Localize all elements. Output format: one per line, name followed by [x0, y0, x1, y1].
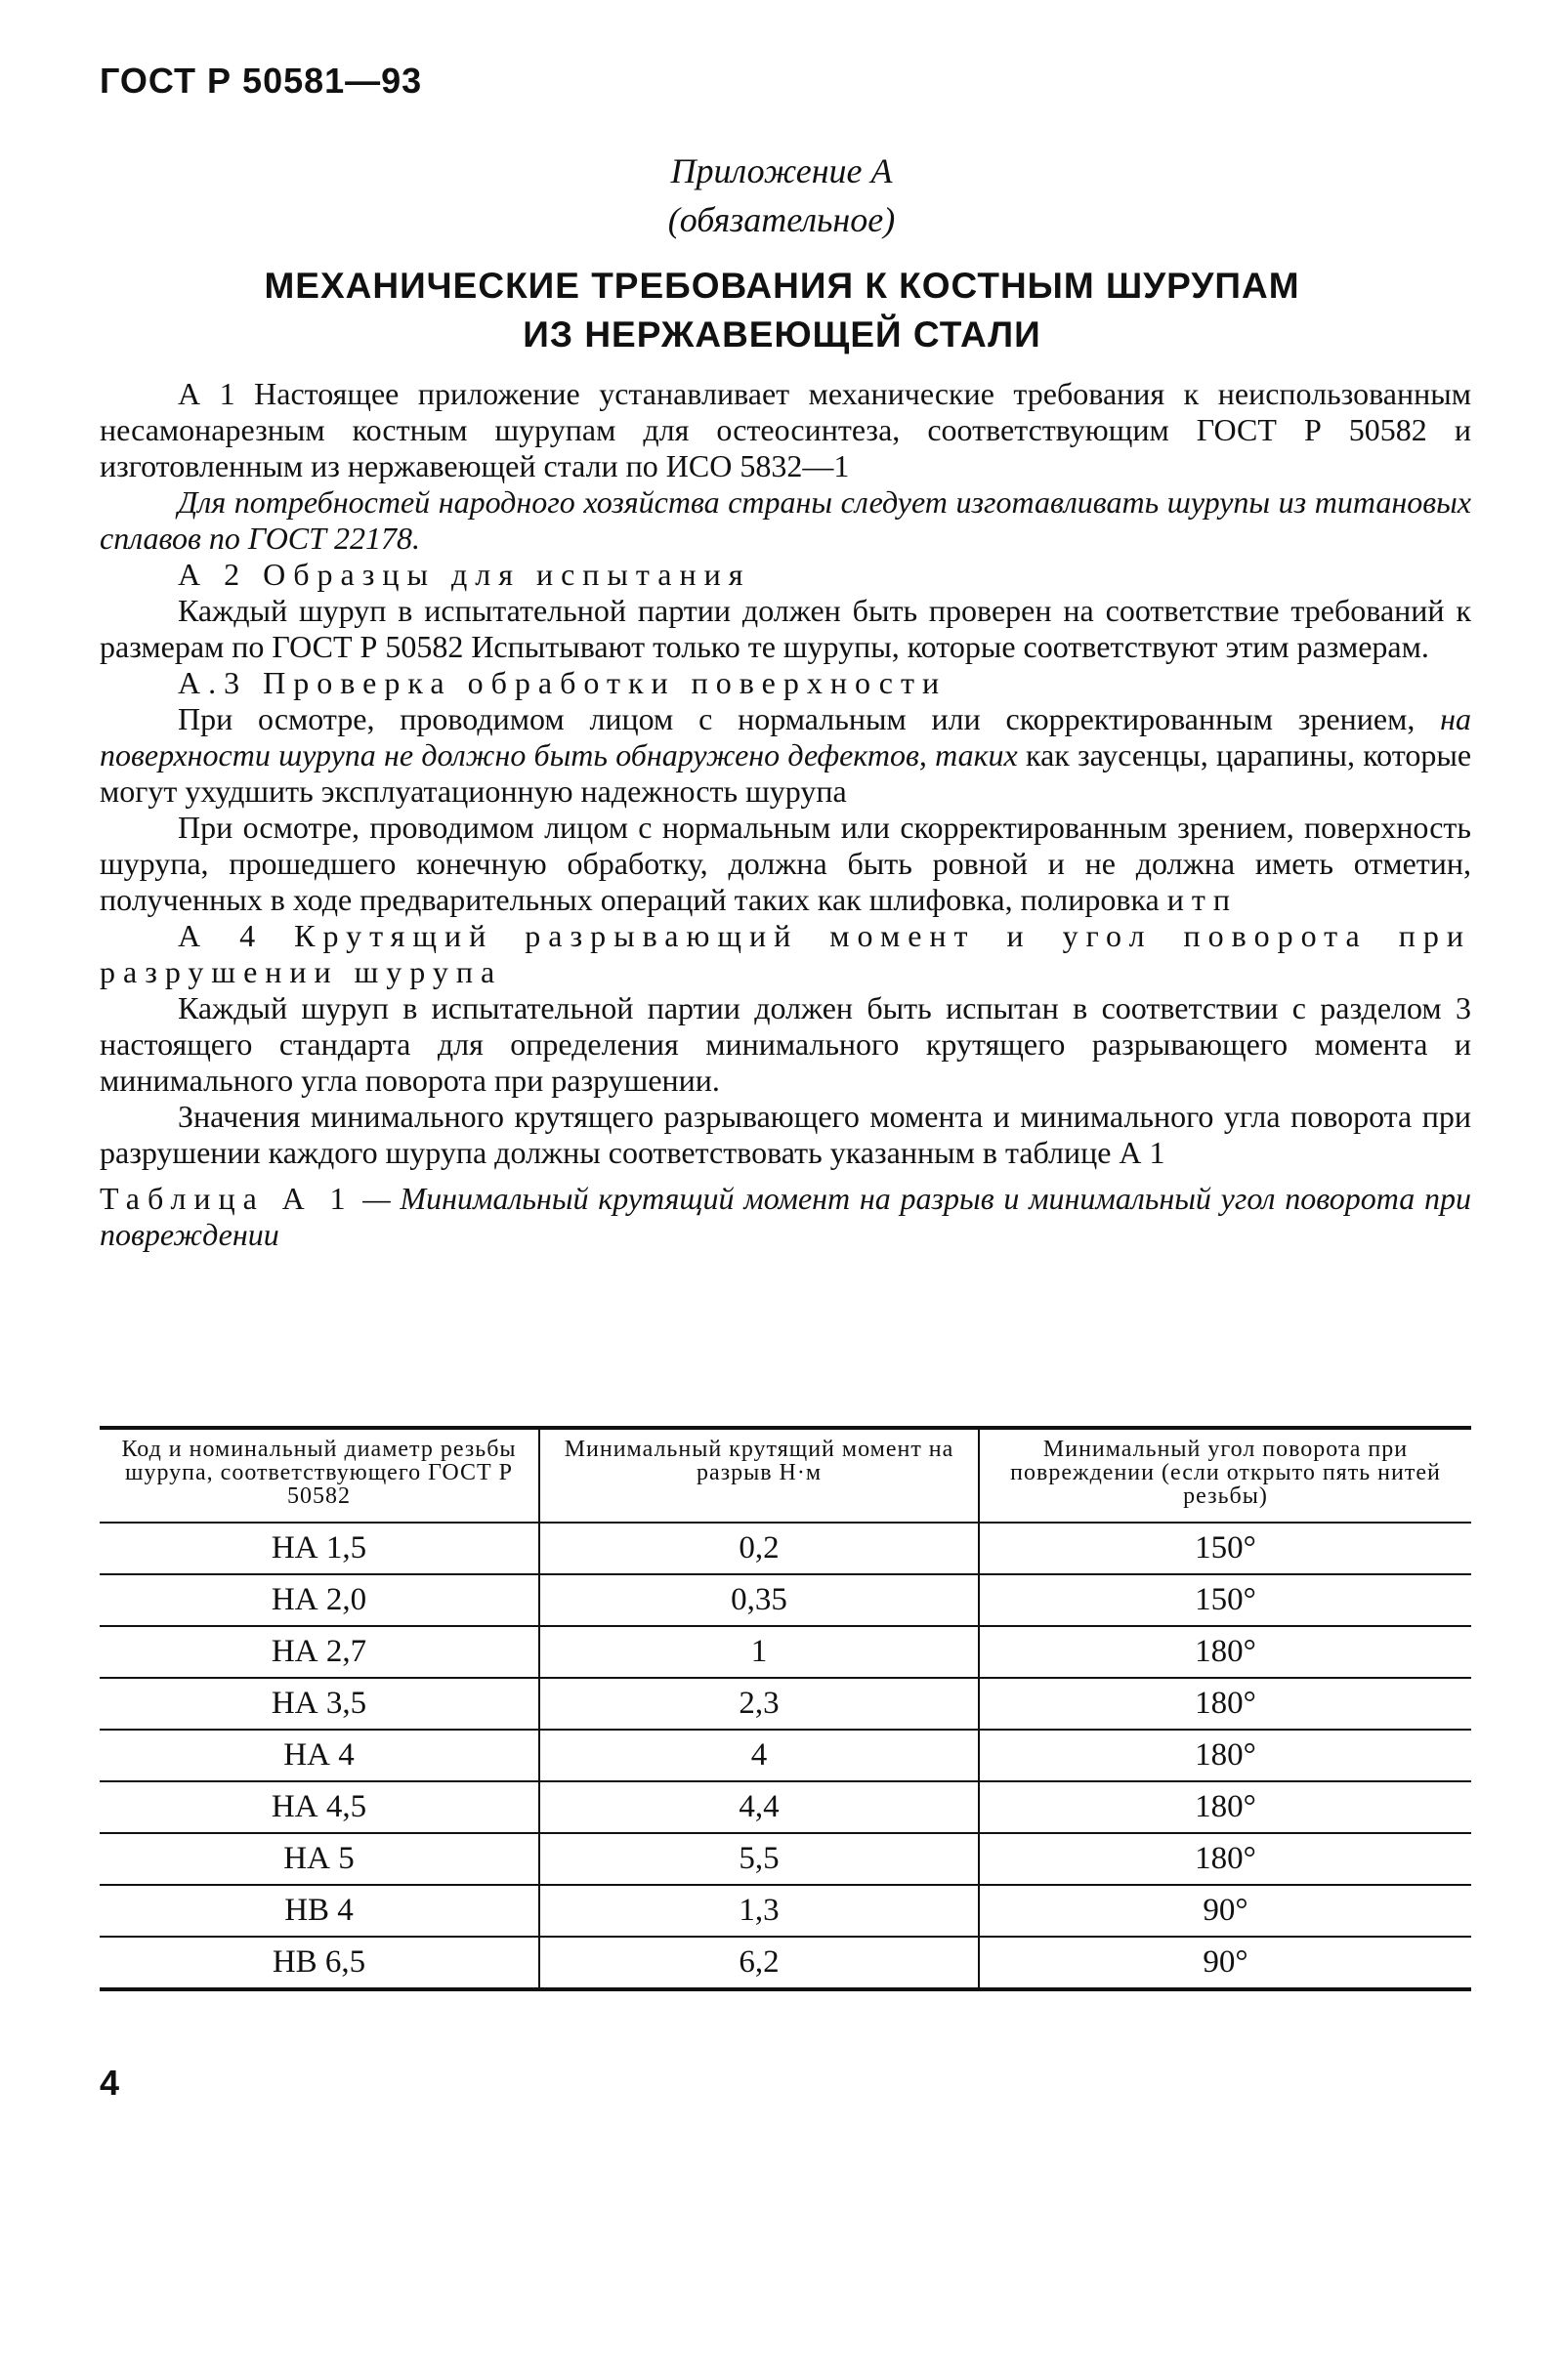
section-title [147, 262, 1417, 359]
table-row [100, 1937, 1471, 1989]
table-row [100, 1833, 1471, 1885]
cell-torque: 0,2 [539, 1523, 979, 1574]
paragraph-a3-1-italic: на поверхности шурупа не должно быть обнаружено дефектов, таких [100, 701, 1472, 772]
cell-torque: 1 [539, 1626, 979, 1678]
table-caption [100, 1181, 1471, 1253]
table-row [100, 1730, 1471, 1781]
cell-torque: 2,3 [539, 1678, 979, 1730]
title-line-1: МЕХАНИЧЕСКИЕ ТРЕБОВАНИЯ К КОСТНЫМ ШУРУПАМ [264, 266, 1300, 306]
cell-code: НВ 6,5 [272, 1944, 366, 1980]
heading-a3: А.3 Проверка обработки поверхности [178, 665, 948, 700]
cell-torque: 6,2 [539, 1937, 979, 1989]
paragraph-a3-1 [100, 701, 1471, 810]
cell-code: НА 4 [100, 1730, 539, 1781]
cell-angle: 90° [979, 1937, 1471, 1989]
cell-angle: 150° [979, 1574, 1471, 1626]
paragraph-a3-2: При осмотре, проводимом лицом с нормальным или скорректированным зрением, поверхность шурупа, прошедшего конечную обработку, должна быть ровной и не должна иметь отметин, полученных в ходе предварительных операций таких как шлифовка, полировка и т п [100, 810, 1471, 917]
table-row [100, 1574, 1471, 1626]
torque-angle-table [100, 1426, 1471, 1991]
appendix-label: Приложение А [670, 151, 893, 190]
cell-angle: 180° [979, 1730, 1471, 1781]
cell-angle: 180° [979, 1781, 1471, 1833]
table-caption-label: Таблица А 1 [100, 1181, 354, 1216]
table-row [100, 1626, 1471, 1678]
cell-torque: 4 [539, 1730, 979, 1781]
cell-code: НВ 4 [100, 1885, 539, 1937]
cell-angle: 180° [979, 1678, 1471, 1730]
table-row [100, 1885, 1471, 1937]
cell-code: НА 1,5 [100, 1523, 539, 1574]
paragraph-a2: Каждый шуруп в испытательной партии должен быть проверен на соответствие требований к размерам по ГОСТ Р 50582 Испытывают только те шурупы, которые соответствуют этим размерам. [100, 593, 1471, 664]
cell-code: НА 2,7 [100, 1626, 539, 1678]
paragraph-a3-1-end: как заусенцы, царапины, которые могут ухудшить эксплуатационную надежность шурупа [100, 737, 1472, 809]
appendix-label-block [586, 146, 977, 244]
document-body [100, 376, 1471, 1253]
cell-code: НА 4,5 [100, 1781, 539, 1833]
paragraph-a4-1: Каждый шуруп в испытательной партии должен быть испытан в соответствии с разделом 3 настоящего стандарта для определения минимального крутящего разрывающего момента и минимального угла поворота при разрушении. [100, 990, 1471, 1098]
table-row [100, 1678, 1471, 1730]
cell-angle: 90° [979, 1885, 1471, 1937]
cell-code: НА 5 [100, 1833, 539, 1885]
paragraph-a4-2: Значения минимального крутящего разрывающего момента и минимального угла поворота при разрушении каждого шурупа должны соответствовать указанным в таблице А 1 [100, 1099, 1471, 1170]
appendix-status: (обязательное) [667, 200, 896, 239]
paragraph-a1-note: Для потребностей народного хозяйства страны следует изготавливать шурупы из титановых сплавов по ГОСТ 22178. [100, 484, 1471, 556]
title-line-2: ИЗ НЕРЖАВЕЮЩЕЙ СТАЛИ [523, 314, 1041, 355]
paragraph-a3-1-start: При осмотре, проводимом лицом с нормальным или скорректированным зрением, [178, 701, 1416, 736]
header-min-torque: Минимальный крутящий момент на разрыв Н·м [539, 1428, 979, 1523]
cell-torque: 1,3 [539, 1885, 979, 1937]
header-code-diameter: Код и номинальный диаметр резьбы шурупа, соответствующего ГОСТ Р 50582 [100, 1428, 539, 1523]
cell-angle: 180° [979, 1833, 1471, 1885]
cell-torque: 0,35 [539, 1574, 979, 1626]
cell-angle: 150° [979, 1523, 1471, 1574]
table-header-row [100, 1428, 1471, 1523]
paragraph-a1: А 1 Настоящее приложение устанавливает механические требования к неиспользованным несамонарезным костным шурупам для остеосинтеза, соответствующим ГОСТ Р 50582 и изготовленным из нержавеющей стали по ИСО 5832—1 [100, 376, 1471, 483]
heading-a4: А 4 Крутящий разрывающий момент и угол поворота при разрушении шурупа [100, 918, 1471, 989]
cell-torque: 5,5 [539, 1833, 979, 1885]
cell-torque: 4,4 [539, 1781, 979, 1833]
cell-code: НА 3,5 [100, 1678, 539, 1730]
heading-a2: А 2 Образцы для испытания [178, 557, 751, 592]
cell-code: НА 2,0 [100, 1574, 539, 1626]
table-row [100, 1781, 1471, 1833]
standard-code-header: ГОСТ Р 50581—93 [100, 61, 423, 101]
table-row [100, 1523, 1471, 1574]
table-caption-text: — Минимальный крутящий момент на разрыв и минимальный угол поворота при повреждении [100, 1181, 1471, 1252]
cell-angle: 180° [979, 1626, 1471, 1678]
header-min-angle: Минимальный угол поворота при повреждении (если открыто пять нитей резьбы) [979, 1428, 1471, 1523]
page-number: 4 [100, 2063, 120, 2103]
